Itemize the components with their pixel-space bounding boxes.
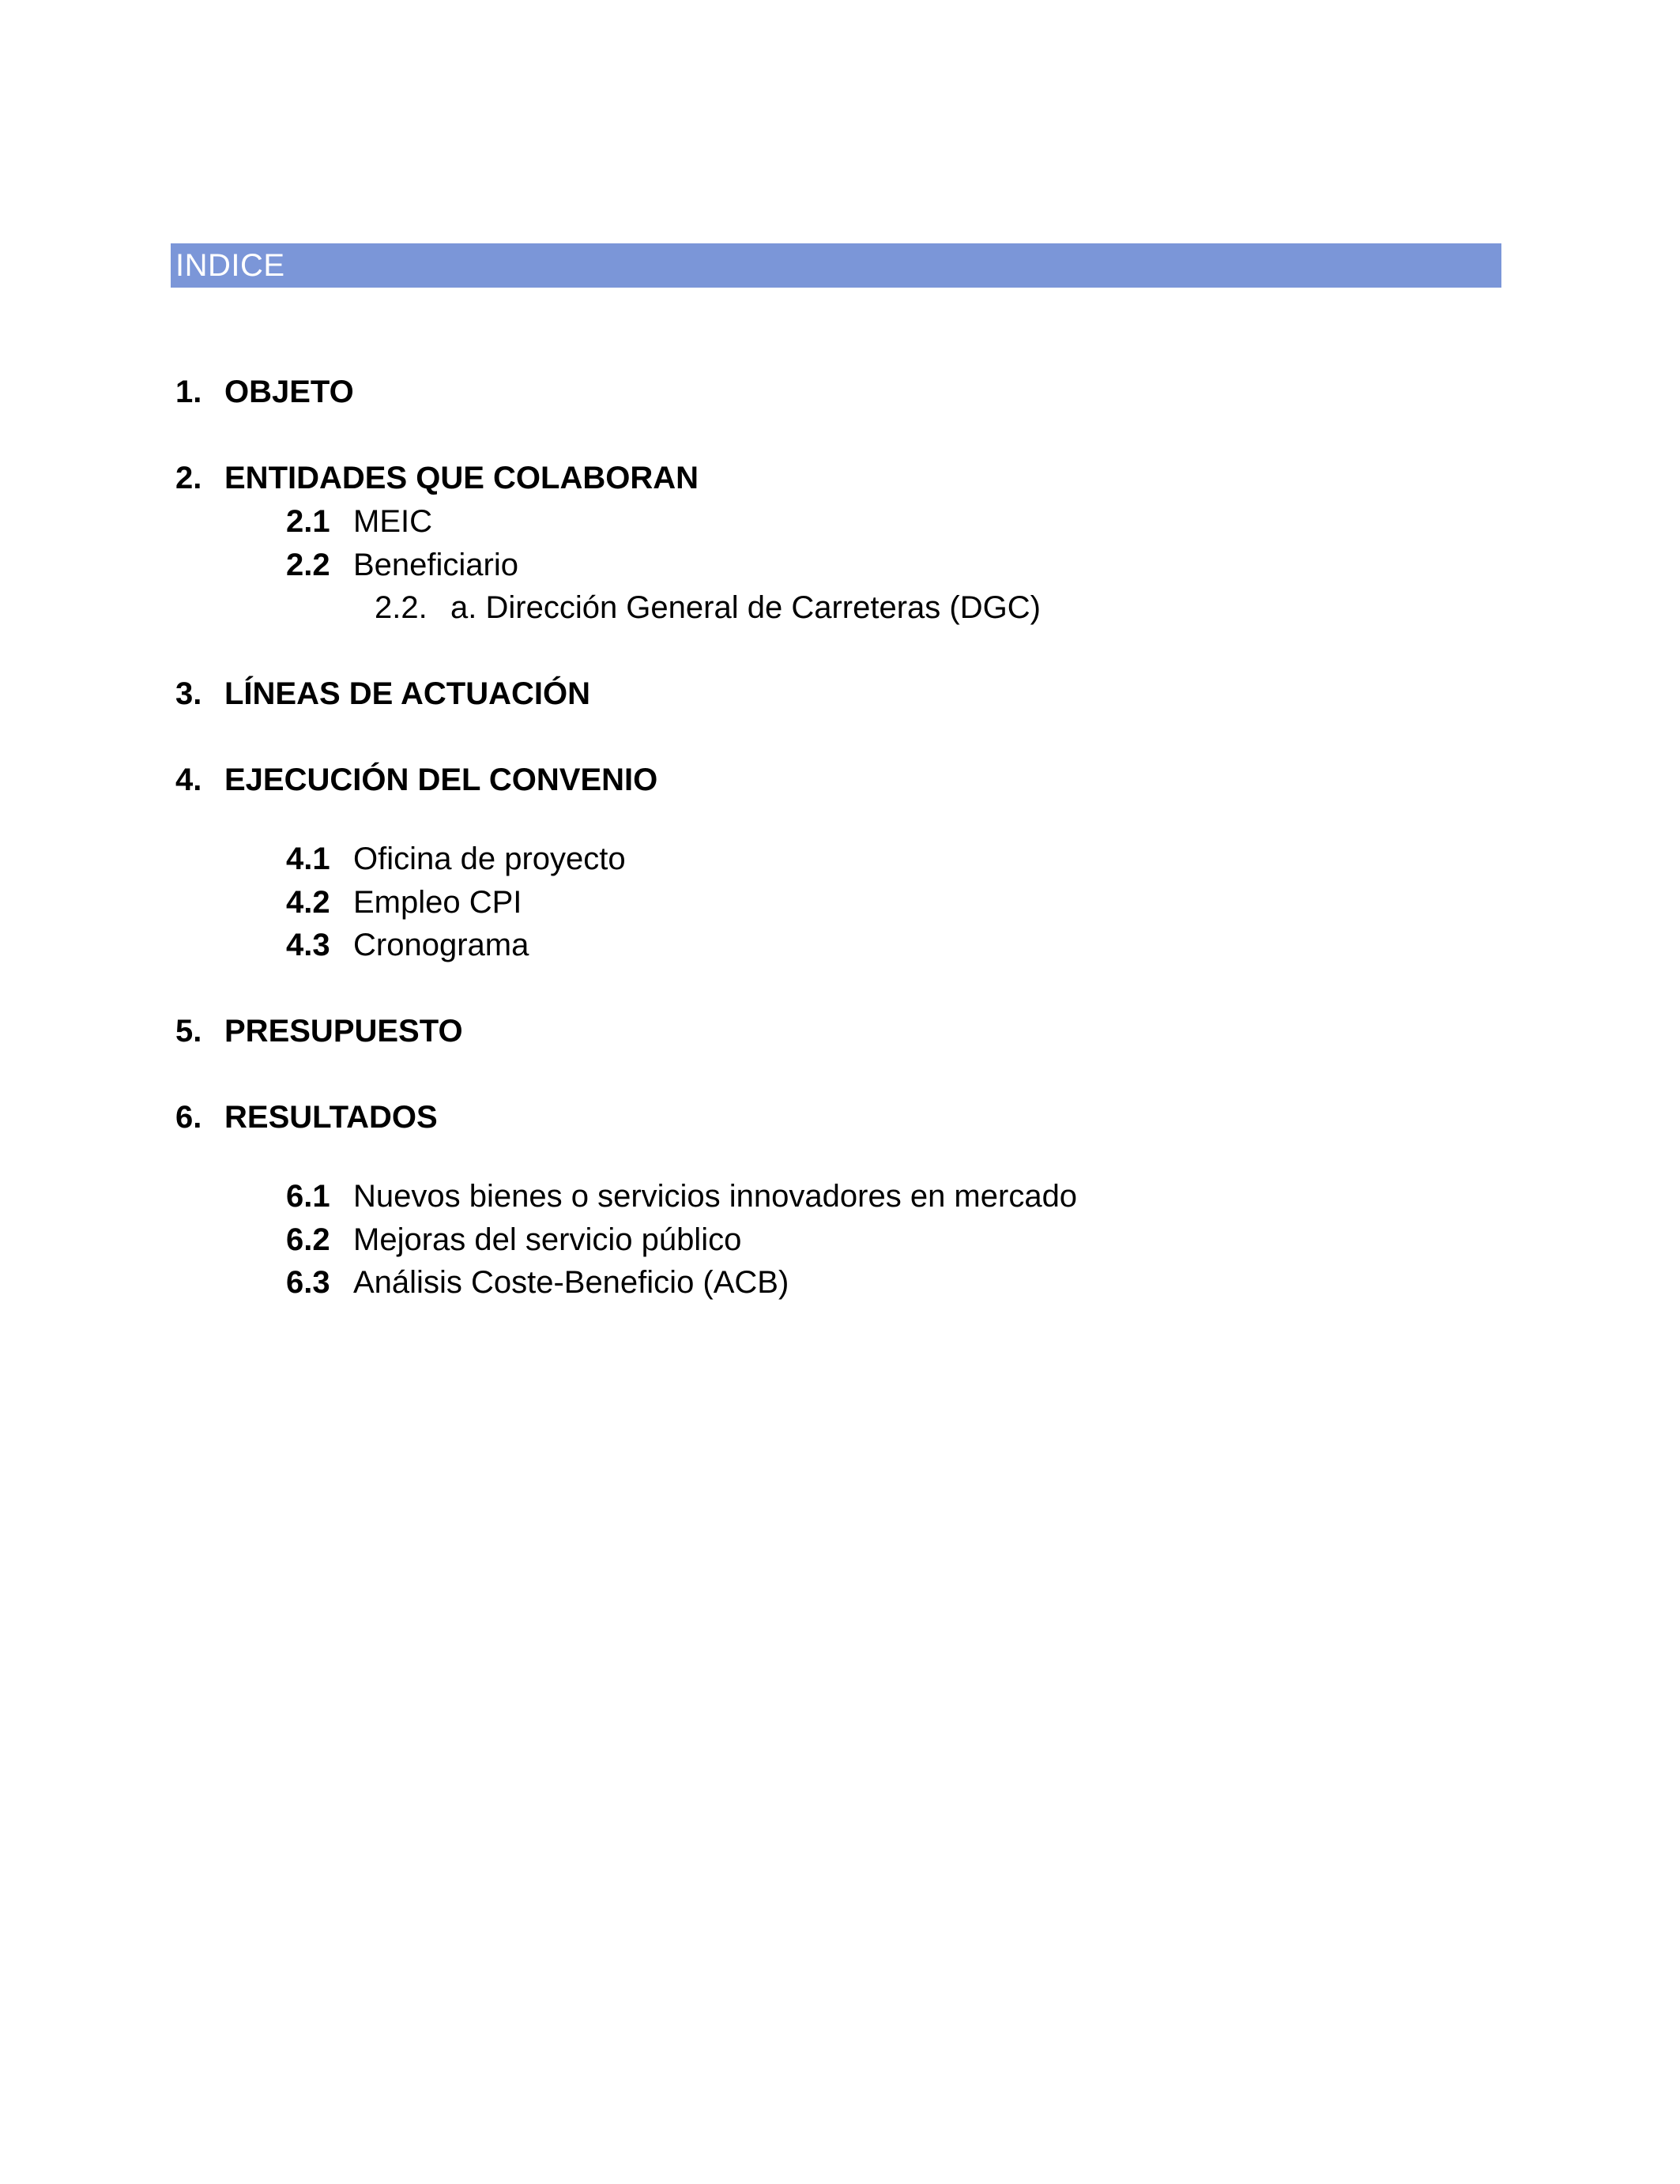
toc-label: Empleo CPI [353, 885, 522, 920]
index-title: INDICE [175, 248, 285, 283]
toc-label: RESULTADOS [224, 1100, 438, 1135]
toc-number: 2. [175, 461, 202, 495]
toc-label: Mejoras del servicio público [353, 1222, 742, 1257]
toc-item-resultados [175, 1098, 438, 1136]
toc-number: 6. [175, 1100, 202, 1135]
toc-item-lineas-actuacion [175, 675, 590, 713]
toc-number: 2.2 [286, 548, 330, 582]
toc-number: 4.1 [286, 842, 330, 876]
toc-number: 4.2 [286, 885, 330, 920]
toc-subitem-empleo [286, 883, 522, 921]
index-banner [171, 243, 1501, 288]
toc-label: Beneficiario [353, 548, 519, 582]
toc-label: MEIC [353, 504, 432, 539]
toc-label: Cronograma [353, 928, 529, 962]
toc-label: ENTIDADES QUE COLABORAN [224, 461, 699, 495]
toc-label: PRESUPUESTO [224, 1014, 463, 1049]
toc-subitem-beneficiario [286, 546, 518, 584]
toc-number: 5. [175, 1014, 202, 1049]
toc-subitem-cronograma [286, 926, 529, 964]
toc-item-entidades [175, 459, 699, 497]
toc-number: 4.3 [286, 928, 330, 962]
toc-label: OBJETO [224, 375, 354, 409]
toc-subitem-meic [286, 503, 432, 540]
toc-label: Análisis Coste-Beneficio (ACB) [353, 1265, 789, 1300]
toc-item-presupuesto [175, 1012, 463, 1050]
toc-number: 3. [175, 676, 202, 711]
toc-subitem-mejoras [286, 1221, 741, 1259]
toc-label: Nuevos bienes o servicios innovadores en mercado [353, 1179, 1078, 1214]
toc-subitem-oficina [286, 840, 626, 878]
toc-label: a. Dirección General de Carreteras (DGC) [450, 590, 1041, 625]
toc-number: 6.1 [286, 1179, 330, 1214]
toc-number: 6.2 [286, 1222, 330, 1257]
toc-subitem-nuevos-bienes [286, 1177, 1077, 1215]
toc-item-objeto [175, 373, 354, 411]
toc-label: EJECUCIÓN DEL CONVENIO [224, 763, 658, 797]
toc-subsubitem-dgc [375, 589, 1041, 627]
toc-number: 1. [175, 375, 202, 409]
toc-label: LÍNEAS DE ACTUACIÓN [224, 676, 590, 711]
toc-subitem-acb [286, 1263, 789, 1301]
toc-item-ejecucion [175, 761, 657, 799]
toc-label: Oficina de proyecto [353, 842, 626, 876]
toc-number: 2.2. [375, 590, 428, 625]
toc-number: 4. [175, 763, 202, 797]
toc-number: 6.3 [286, 1265, 330, 1300]
toc-number: 2.1 [286, 504, 330, 539]
